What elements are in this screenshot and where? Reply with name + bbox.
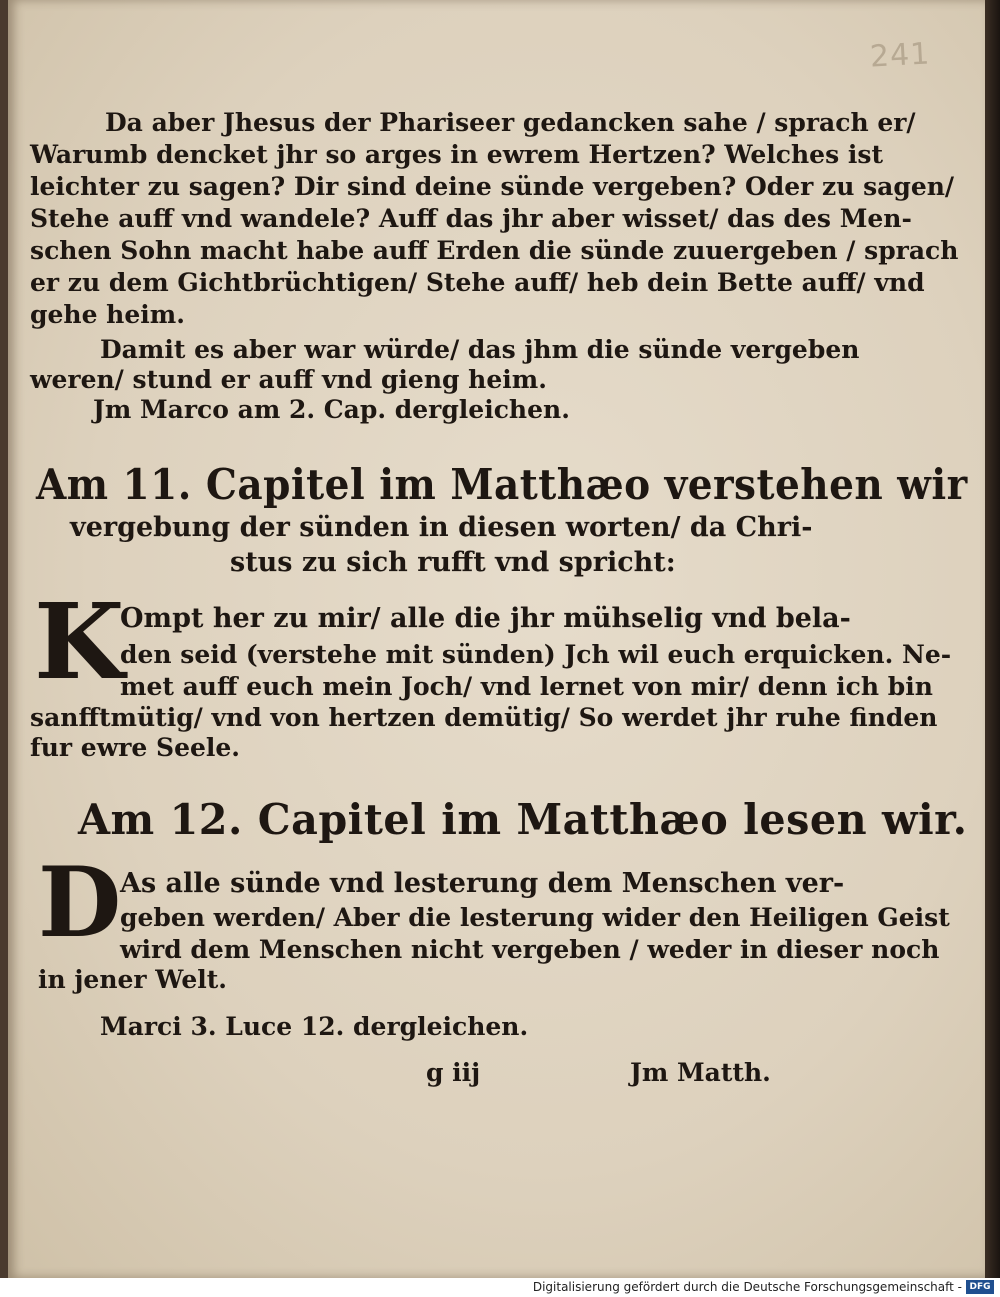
drop-cap-d: D <box>38 846 122 959</box>
scan-right-edge <box>985 0 1000 1278</box>
signature-mark: g iij <box>426 1058 481 1087</box>
paragraph2-line: Jm Marco am 2. Cap. dergleichen. <box>93 395 570 424</box>
paragraph1-line: gehe heim. <box>30 300 185 329</box>
paragraph3-line: den seid (verstehe mit sünden) Jch wil euch erquicken. Ne- <box>120 640 952 669</box>
section-heading-line: vergebung der sünden in diesen worten/ da Chri- <box>70 512 813 543</box>
paragraph1-line: er zu dem Gichtbrüchtigen/ Stehe auff/ heb dein Bette auff/ vnd <box>30 268 925 297</box>
folio-number: 241 <box>869 36 932 75</box>
book-page <box>8 0 985 1278</box>
dfg-logo-icon: DFG <box>966 1280 994 1294</box>
paragraph1-line: schen Sohn macht habe auff Erden die sünde zuuergeben / sprach <box>30 236 959 265</box>
footer-bar <box>0 1278 1000 1297</box>
paragraph1-line: Da aber Jhesus der Phariseer gedancken sahe / sprach er/ <box>105 108 916 137</box>
paragraph1-line: leichter zu sagen? Dir sind deine sünde vergeben? Oder zu sagen/ <box>30 172 955 201</box>
paragraph3-line: sanfftmütig/ vnd von hertzen demütig/ So werdet jhr ruhe finden <box>30 703 938 732</box>
footer-credit: Digitalisierung gefördert durch die Deutsche Forschungsgemeinschaft - <box>532 1280 962 1294</box>
paragraph2-line: weren/ stund er auff vnd gieng heim. <box>30 365 547 394</box>
paragraph2-line: Damit es aber war würde/ das jhm die sünde vergeben <box>100 335 860 364</box>
paragraph3-line: Ompt her zu mir/ alle die jhr mühselig vnd bela- <box>120 603 851 634</box>
catchword: Jm Matth. <box>630 1058 771 1087</box>
section-heading: Am 11. Capitel im Matthæo verstehen wir <box>36 460 968 509</box>
paragraph4-line: in jener Welt. <box>38 965 227 994</box>
drop-cap-k: K <box>34 580 125 703</box>
scripture-reference: Marci 3. Luce 12. dergleichen. <box>100 1012 529 1041</box>
paragraph3-line: met auff euch mein Joch/ vnd lernet von mir/ denn ich bin <box>120 672 933 701</box>
paragraph1-line: Stehe auff vnd wandele? Auff das jhr aber wisset/ das des Men- <box>30 204 912 233</box>
paragraph1-line: Warumb dencket jhr so arges in ewrem Hertzen? Welches ist <box>30 140 883 169</box>
paragraph4-line: As alle sünde vnd lesterung dem Menschen ver- <box>120 868 845 899</box>
paragraph4-line: geben werden/ Aber die lesterung wider den Heiligen Geist <box>120 903 950 932</box>
section-heading: Am 12. Capitel im Matthæo lesen wir. <box>78 795 968 844</box>
paragraph4-line: wird dem Menschen nicht vergeben / weder in dieser noch <box>120 935 940 964</box>
section-heading-line: stus zu sich rufft vnd spricht: <box>230 547 676 578</box>
paragraph3-line: fur ewre Seele. <box>30 733 240 762</box>
